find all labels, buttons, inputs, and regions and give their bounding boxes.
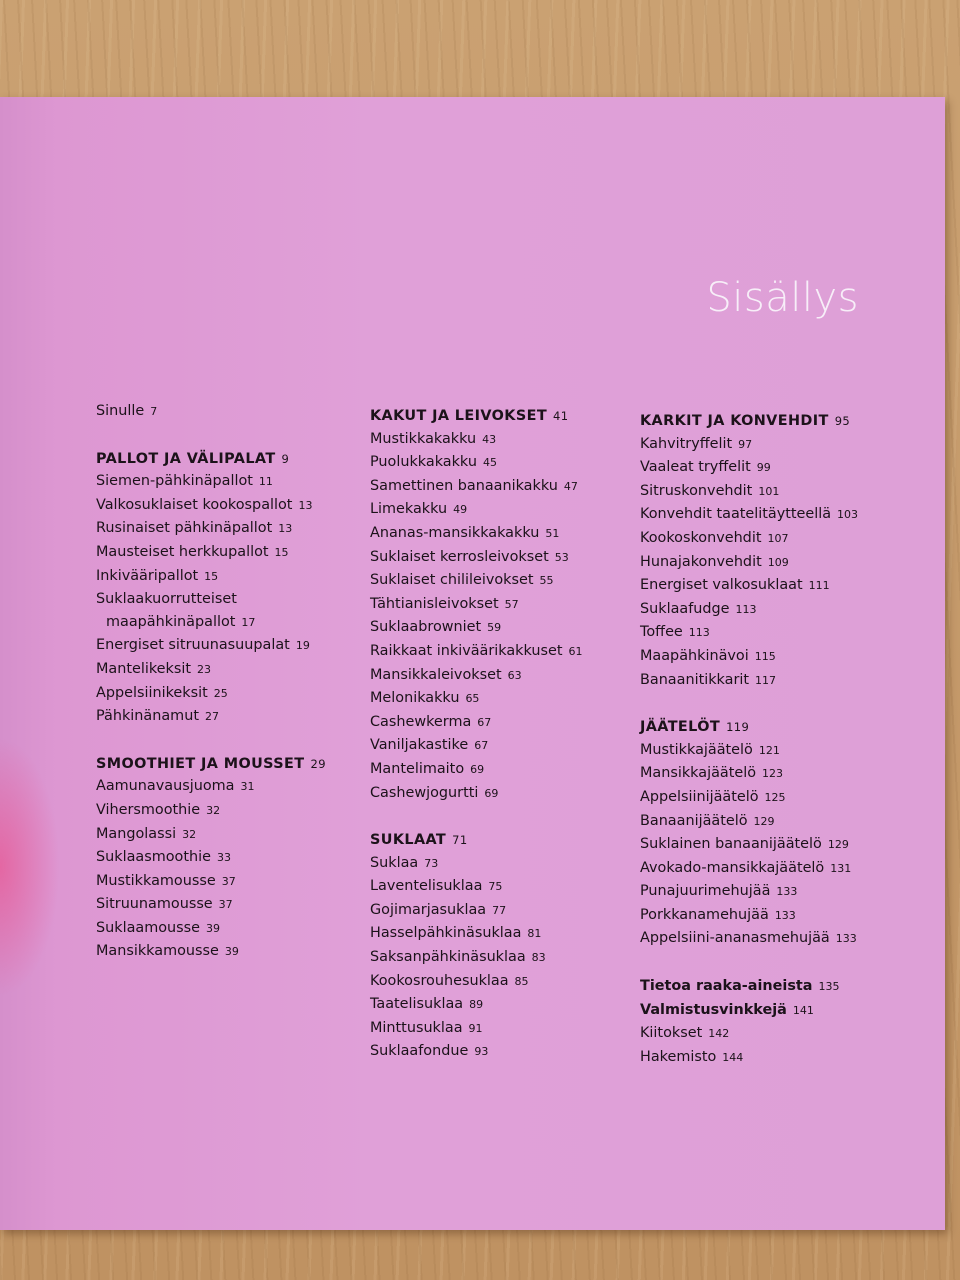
- toc-section: [640, 716, 858, 951]
- toc-entry-label: Banaanitikkarit: [640, 671, 749, 688]
- toc-entry-page-number: 103: [837, 508, 859, 522]
- toc-entry-page-number: 142: [708, 1027, 730, 1041]
- toc-entry-label: Appelsiinikeksit: [96, 684, 208, 701]
- toc-entry-page-number: 75: [488, 880, 503, 894]
- section-page-number: 41: [553, 409, 569, 423]
- toc-entry-page-number: 144: [722, 1050, 744, 1064]
- toc-entry-label: Vihersmoothie: [96, 801, 201, 818]
- toc-entry-page-number: 141: [792, 1003, 814, 1017]
- section-heading-label: SUKLAAT: [370, 832, 447, 849]
- toc-entry-page-number: 37: [221, 874, 236, 888]
- toc-entry-label: Mansikkaleivokset: [370, 666, 502, 683]
- toc-entry-page-number: 65: [465, 692, 480, 706]
- toc-entry-page-number: 15: [274, 545, 289, 559]
- toc-entry: [96, 588, 326, 611]
- toc-entry-label: Melonikakku: [370, 690, 460, 707]
- toc-entry: [370, 758, 583, 782]
- toc-entry: [96, 470, 326, 494]
- toc-entry: [640, 480, 858, 504]
- toc-entry: [96, 775, 326, 799]
- section-heading: [96, 448, 326, 471]
- toc-entry-label: Suklaiset chilileivokset: [370, 572, 534, 589]
- toc-entry: [370, 546, 583, 570]
- toc-section: [96, 400, 326, 424]
- toc-entry-page-number: 19: [295, 639, 310, 653]
- toc-entry-page-number: 32: [182, 827, 197, 841]
- toc-entry-page-number: 67: [474, 739, 489, 753]
- toc-entry-label: Valkosuklaiset kookospallot: [96, 496, 293, 513]
- toc-entry-label: Aamunavausjuoma: [96, 778, 235, 795]
- toc-entry-label: Mausteiset herkkupallot: [96, 543, 269, 560]
- toc-entry-label: Energiset sitruunasuupalat: [96, 637, 290, 654]
- toc-entry-page-number: 109: [767, 555, 789, 569]
- toc-entry-label: Tähtianisleivokset: [370, 595, 499, 612]
- toc-entry: [96, 799, 326, 823]
- toc-entry-label: Gojimarjasuklaa: [370, 901, 487, 918]
- toc-entry-label: Energiset valkosuklaat: [640, 577, 803, 594]
- toc-entry: [96, 634, 326, 658]
- toc-section: [370, 405, 583, 805]
- toc-entry-page-number: 117: [755, 673, 776, 687]
- toc-entry-page-number: 89: [469, 998, 484, 1012]
- toc-entry-page-number: 111: [808, 579, 830, 593]
- toc-entry-page-number: 59: [487, 621, 502, 635]
- toc-entry-label: Avokado-mansikkajäätelö: [640, 859, 825, 876]
- toc-entry: [640, 810, 858, 834]
- toc-entry-label: Minttusuklaa: [370, 1019, 463, 1036]
- toc-entry: [96, 682, 326, 706]
- toc-entry: [370, 734, 583, 758]
- toc-entry: [640, 645, 858, 669]
- toc-entry-page-number: 69: [484, 786, 499, 800]
- section-page-number: 119: [726, 720, 750, 735]
- toc-entry-label: Suklaafudge: [640, 600, 730, 617]
- toc-entry-label: Suklaamousse: [96, 919, 201, 936]
- toc-entry-page-number: 73: [424, 856, 439, 870]
- toc-entry-page-number: 13: [298, 498, 313, 512]
- toc-entry: [370, 875, 583, 899]
- toc-entry-label: Vaniljakastike: [370, 737, 469, 754]
- toc-entry-label: Kookosrouhesuklaa: [370, 972, 509, 989]
- toc-entry-label: Konvehdit taatelitäytteellä: [640, 506, 832, 523]
- toc-entry-page-number: 83: [531, 951, 546, 965]
- toc-entry-page-number: 121: [758, 743, 780, 757]
- toc-entry: [370, 711, 583, 735]
- toc-entry-label: Cashewjogurtti: [370, 784, 479, 801]
- toc-entry-page-number: 123: [762, 767, 784, 781]
- toc-entry-page-number: 131: [830, 861, 852, 875]
- toc-entry: [640, 433, 858, 457]
- toc-entry-page-number: 53: [554, 550, 569, 564]
- toc-entry-label: Raikkaat inkiväärikakkuset: [370, 642, 563, 659]
- toc-entry-page-number: 113: [735, 602, 757, 616]
- toc-entry-label: Suklaa: [370, 854, 419, 871]
- section-heading: [370, 829, 583, 852]
- toc-entry-page-number: 133: [774, 908, 796, 922]
- toc-entry-page-number: 17: [241, 615, 256, 629]
- toc-entry: [370, 475, 583, 499]
- section-heading-label: KARKIT JA KONVEHDIT: [640, 413, 829, 429]
- section-page-number: 9: [281, 451, 290, 466]
- toc-entry-page-number: 77: [492, 903, 507, 917]
- section-heading-label: PALLOT JA VÄLIPALAT: [96, 450, 276, 467]
- toc-entry-label: Inkivääripallot: [96, 567, 199, 584]
- toc-entry-label: Laventelisuklaa: [370, 878, 483, 895]
- toc-entry-page-number: 39: [224, 945, 239, 959]
- toc-entry: [640, 762, 858, 786]
- toc-entry-page-number: 69: [470, 762, 485, 776]
- toc-entry-label: maapähkinäpallot: [106, 613, 236, 630]
- section-heading-label: SMOOTHIET JA MOUSSET: [96, 755, 305, 772]
- toc-entry: [96, 823, 326, 847]
- toc-entry-label: Siemen-pähkinäpallot: [96, 473, 253, 490]
- toc-entry-label: Rusinaiset pähkinäpallot: [96, 520, 273, 537]
- toc-entry-page-number: 49: [453, 503, 468, 517]
- toc-entry-page-number: 81: [527, 927, 542, 941]
- toc-column-3: [640, 410, 858, 1093]
- toc-entry: [640, 786, 858, 810]
- toc-entry-label: Suklaiset kerrosleivokset: [370, 548, 549, 565]
- toc-section: [96, 753, 326, 964]
- toc-entry-page-number: 51: [545, 526, 560, 540]
- toc-entry-page-number: 11: [258, 475, 273, 489]
- toc-entry-label: Mangolassi: [96, 825, 177, 842]
- toc-entry: [640, 999, 858, 1023]
- toc-entry-page-number: 57: [504, 597, 519, 611]
- toc-entry-page-number: 43: [482, 432, 497, 446]
- toc-entry: [640, 621, 858, 645]
- toc-entry: [370, 946, 583, 970]
- toc-entry-label: Mustikkamousse: [96, 872, 216, 889]
- toc-entry: [370, 993, 583, 1017]
- toc-entry-page-number: 67: [477, 715, 492, 729]
- toc-entry: [370, 1040, 583, 1064]
- toc-entry: [96, 893, 326, 917]
- toc-entry-label: Suklaafondue: [370, 1043, 469, 1060]
- toc-entry-label: Porkkanamehujää: [640, 906, 769, 923]
- toc-entry: [370, 569, 583, 593]
- toc-entry-page-number: 129: [753, 814, 775, 828]
- toc-entry-label: Cashewkerma: [370, 713, 472, 730]
- toc-entry: [640, 598, 858, 622]
- toc-entry-page-number: 47: [563, 479, 578, 493]
- section-heading: [640, 410, 858, 433]
- toc-entry-label: Mantelimaito: [370, 760, 465, 777]
- toc-entry: [640, 527, 858, 551]
- toc-entry: [96, 400, 326, 424]
- toc-entry-page-number: 133: [776, 885, 798, 899]
- toc-entry: [370, 498, 583, 522]
- toc-entry: [640, 503, 858, 527]
- toc-entry-label: Taatelisuklaa: [370, 996, 464, 1013]
- toc-entry-label: Appelsiini-ananasmehujää: [640, 930, 830, 947]
- toc-entry: [640, 669, 858, 693]
- toc-entry-label: Appelsiinijäätelö: [640, 788, 759, 805]
- toc-entry: [96, 517, 326, 541]
- toc-entry-label: Suklaasmoothie: [96, 849, 211, 866]
- toc-entry: [370, 522, 583, 546]
- toc-entry: [640, 551, 858, 575]
- toc-entry-page-number: 32: [206, 803, 221, 817]
- toc-entry: [640, 880, 858, 904]
- toc-entry-label: Ananas-mansikkakakku: [370, 524, 540, 541]
- toc-entry-page-number: 135: [818, 980, 840, 994]
- toc-entry: [640, 833, 858, 857]
- toc-entry-page-number: 99: [756, 461, 771, 475]
- toc-entry: [370, 899, 583, 923]
- toc-entry-label: Tietoa raaka-aineista: [640, 978, 813, 995]
- toc-entry: [370, 687, 583, 711]
- toc-entry: [96, 705, 326, 729]
- toc-entry: [96, 846, 326, 870]
- toc-entry-label: Sinulle: [96, 403, 145, 419]
- toc-entry-label: Toffee: [640, 624, 683, 641]
- page-title: Sisällys: [706, 275, 859, 321]
- toc-entry-label: Hasselpähkinäsuklaa: [370, 925, 522, 942]
- toc-entry: [96, 940, 326, 964]
- toc-entry-page-number: 63: [507, 668, 522, 682]
- toc-entry-page-number: 115: [754, 649, 776, 663]
- section-page-number: 95: [834, 414, 851, 428]
- toc-entry: [370, 664, 583, 688]
- toc-entry-page-number: 97: [738, 437, 753, 451]
- toc-entry: [96, 658, 326, 682]
- toc-entry-label: Punajuurimehujää: [640, 883, 771, 900]
- section-page-number: 71: [452, 833, 468, 848]
- toc-entry: [370, 782, 583, 806]
- toc-entry: [96, 870, 326, 894]
- toc-entry-page-number: 15: [204, 569, 219, 583]
- toc-entry-page-number: 125: [764, 790, 786, 804]
- toc-entry-page-number: 25: [213, 686, 228, 700]
- toc-entry: [96, 541, 326, 565]
- toc-entry: [370, 616, 583, 640]
- section-heading: [370, 405, 583, 428]
- toc-entry-page-number: 107: [767, 531, 789, 545]
- toc-entry-page-number: 23: [197, 662, 211, 676]
- toc-entry: [640, 857, 858, 881]
- toc-entry-label: Mansikkajäätelö: [640, 765, 757, 782]
- toc-entry-page-number: 55: [539, 574, 554, 588]
- toc-entry-label: Kookoskonvehdit: [640, 529, 762, 546]
- toc-entry-label: Mustikkakakku: [370, 430, 477, 447]
- toc-entry: [370, 428, 583, 452]
- toc-column-1: [96, 400, 326, 988]
- toc-entry: [96, 917, 326, 941]
- section-heading: [96, 753, 326, 776]
- toc-entry: [370, 593, 583, 617]
- section-heading-label: KAKUT JA LEIVOKSET: [370, 408, 548, 424]
- toc-entry-page-number: 7: [150, 405, 158, 418]
- toc-entry-page-number: 13: [278, 522, 293, 536]
- toc-entry: [640, 574, 858, 598]
- toc-entry: [640, 1022, 858, 1046]
- toc-entry: [370, 640, 583, 664]
- toc-section: [640, 410, 858, 692]
- toc-entry-label: Hunajakonvehdit: [640, 553, 762, 570]
- toc-section: [370, 829, 583, 1064]
- book-page: [0, 97, 945, 1230]
- toc-entry: [640, 975, 858, 999]
- section-page-number: 29: [310, 756, 326, 771]
- toc-entry-label: Saksanpähkinäsuklaa: [370, 949, 526, 966]
- toc-entry: [370, 1017, 583, 1041]
- toc-entry-page-number: 31: [240, 780, 255, 794]
- toc-entry-label: Suklainen banaanijäätelö: [640, 836, 822, 853]
- toc-entry-label: Sitruskonvehdit: [640, 482, 753, 499]
- toc-entry: [370, 970, 583, 994]
- toc-entry-label: Suklaakuorrutteiset: [96, 591, 237, 608]
- toc-entry: [370, 852, 583, 876]
- toc-entry: [640, 904, 858, 928]
- toc-entry-page-number: 101: [758, 484, 780, 498]
- toc-entry-page-number: 37: [218, 898, 233, 912]
- toc-entry-page-number: 45: [482, 456, 497, 470]
- toc-entry: [640, 456, 858, 480]
- toc-entry-label: Samettinen banaanikakku: [370, 477, 558, 494]
- toc-entry: [370, 451, 583, 475]
- toc-entry: [96, 494, 326, 518]
- toc-entry-page-number: 85: [514, 974, 529, 988]
- toc-entry-label: Valmistusvinkkejä: [640, 1001, 787, 1018]
- toc-entry: [370, 922, 583, 946]
- toc-entry-label: Banaanijäätelö: [640, 812, 748, 829]
- toc-entry-label: Kiitokset: [640, 1025, 703, 1042]
- toc-entry-page-number: 113: [688, 626, 710, 640]
- toc-entry: [640, 739, 858, 763]
- toc-section: [640, 975, 858, 1069]
- toc-entry-label: Maapähkinävoi: [640, 647, 749, 664]
- toc-entry-label: Mansikkamousse: [96, 943, 219, 960]
- toc-entry-label: Limekakku: [370, 501, 448, 518]
- toc-entry: [96, 611, 326, 635]
- toc-entry-label: Mustikkajäätelö: [640, 741, 753, 758]
- toc-entry-label: Puolukkakakku: [370, 454, 477, 471]
- toc-entry-label: Kahvitryffelit: [640, 435, 733, 452]
- section-heading-label: JÄÄTELÖT: [640, 719, 721, 736]
- toc-entry-page-number: 61: [568, 644, 583, 658]
- toc-entry: [640, 927, 858, 951]
- toc-column-2: [370, 405, 583, 1088]
- toc-entry-page-number: 93: [474, 1045, 489, 1059]
- toc-entry-label: Vaaleat tryffelit: [640, 459, 751, 476]
- toc-entry: [640, 1046, 858, 1070]
- toc-entry-page-number: 133: [835, 932, 857, 946]
- section-heading: [640, 716, 858, 739]
- toc-entry-label: Suklaabrowniet: [370, 619, 482, 636]
- toc-entry-page-number: 33: [216, 851, 231, 865]
- toc-entry-page-number: 39: [206, 921, 221, 935]
- toc-entry-label: Sitruunamousse: [96, 896, 213, 913]
- toc-entry: [96, 565, 326, 589]
- toc-entry-label: Pähkinänamut: [96, 708, 199, 725]
- toc-entry-label: Hakemisto: [640, 1048, 717, 1065]
- toc-entry-page-number: 91: [468, 1021, 483, 1035]
- toc-section: [96, 448, 326, 729]
- toc-entry-page-number: 27: [204, 710, 219, 724]
- toc-entry-page-number: 129: [827, 838, 849, 852]
- toc-entry-label: Mantelikeksit: [96, 660, 191, 677]
